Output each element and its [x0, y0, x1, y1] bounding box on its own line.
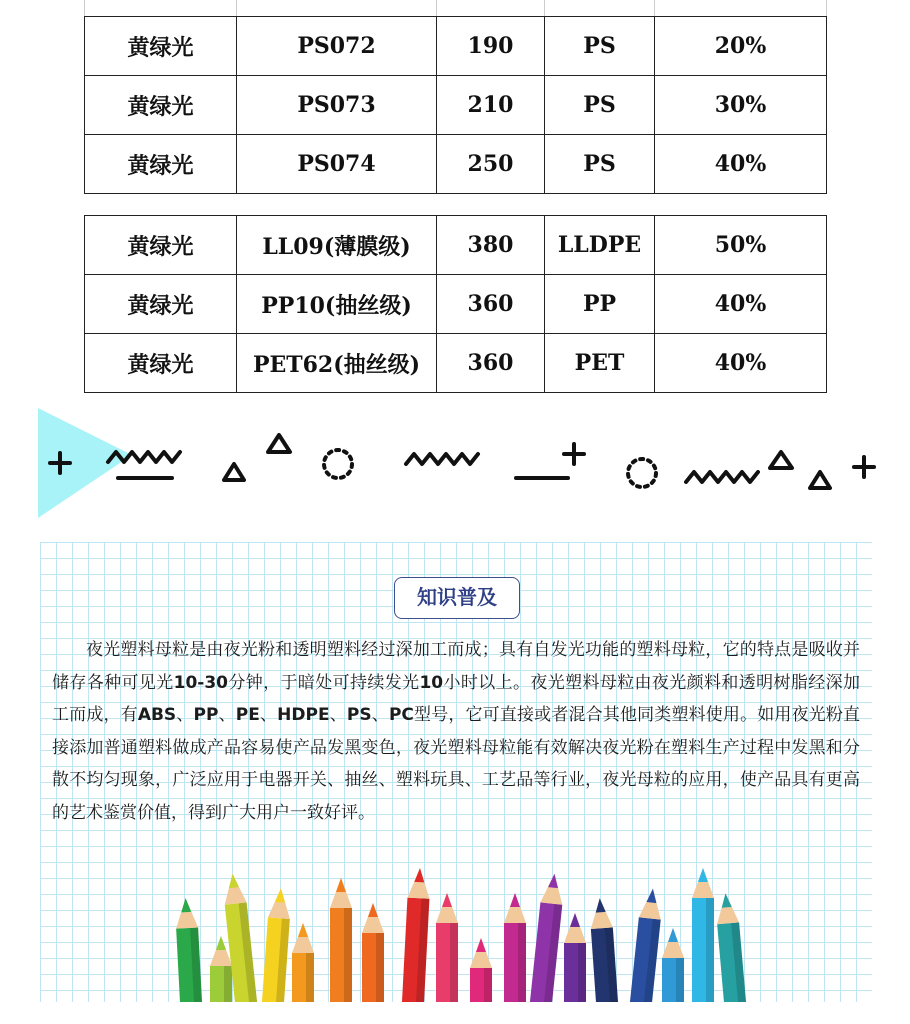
triangle-icon — [810, 472, 830, 488]
text-highlight: HDPE — [277, 705, 330, 725]
table-row — [85, 135, 827, 194]
triangle-icon — [224, 464, 244, 480]
product-table-ps — [84, 16, 827, 194]
text-segment: 夜光塑料母粒是由夜光粉和透明塑料经过深加工而成；具有自发光功能的塑料母粒，它的特点是吸收并储存各种可见光 — [52, 640, 860, 693]
cell-temp: 380 — [437, 216, 545, 275]
text-segment: 、 — [218, 705, 236, 725]
cell-color: 黄绿光 — [85, 275, 237, 334]
table-edge — [654, 0, 655, 16]
pencil-icon — [564, 913, 586, 1002]
table-row — [85, 334, 827, 393]
cell-color: 黄绿光 — [85, 76, 237, 135]
cell-material: PP — [545, 275, 655, 334]
table-row — [85, 275, 827, 334]
pencil-icon — [626, 887, 664, 1002]
pencil-icon — [589, 897, 621, 1002]
cell-temp: 360 — [437, 275, 545, 334]
cell-color: 黄绿光 — [85, 216, 237, 275]
cell-model: LL09(薄膜级) — [237, 216, 437, 275]
pencil-icon — [662, 928, 684, 1002]
pencil-icon — [330, 878, 352, 1002]
dotted-circle-icon — [324, 450, 352, 478]
text-segment: 、 — [259, 705, 278, 725]
text-segment: 、 — [329, 705, 347, 725]
text-highlight: PS — [346, 705, 372, 725]
pencil-icon — [504, 893, 526, 1002]
pencil-icon — [362, 903, 384, 1002]
pencil-icon — [292, 923, 314, 1002]
cell-material: PS — [545, 17, 655, 76]
table-row — [85, 17, 827, 76]
zigzag-icon — [686, 472, 758, 482]
table-edge — [544, 0, 545, 16]
pencil-icon — [260, 888, 292, 1002]
table-row — [85, 76, 827, 135]
pencil-icon — [175, 898, 204, 1002]
text-segment: 型号，它可直接或者混合其他同类塑料使用。如用夜光粉直接添加普通塑料做成产品容易使产品发黑变色，夜光塑料母粒能有效解决夜光粉在塑料生产过程中发黑和分散不均匀现象，广泛应用于电器开关、抽丝、塑料玩具、工艺品等行业，夜光母粒的应用，使产品具有更高的艺术鉴赏价值，得到广大用户一致好评。 — [52, 705, 861, 823]
cell-temp: 190 — [437, 17, 545, 76]
table-edge — [826, 0, 827, 16]
cell-color: 黄绿光 — [85, 334, 237, 393]
triangle-icon — [770, 452, 792, 468]
cell-ratio: 40% — [655, 135, 827, 194]
plus-icon — [564, 444, 584, 464]
zigzag-icon — [406, 454, 478, 464]
cell-temp: 360 — [437, 334, 545, 393]
cell-model: PET62(抽丝级) — [237, 334, 437, 393]
cell-color: 黄绿光 — [85, 17, 237, 76]
cell-material: PET — [545, 334, 655, 393]
text-highlight: PE — [235, 705, 260, 725]
cell-ratio: 40% — [655, 275, 827, 334]
table-row — [85, 216, 827, 275]
text-segment: 、 — [371, 705, 389, 725]
decorative-strip — [0, 400, 910, 525]
table-edge — [236, 0, 237, 16]
table-edge — [84, 0, 85, 16]
cell-material: LLDPE — [545, 216, 655, 275]
pencil-icon — [436, 893, 458, 1002]
product-table-fiber — [84, 215, 827, 393]
knowledge-panel — [40, 542, 872, 1002]
text-segment: 小时以上。夜光塑料母粒由夜光颜料和透明树脂经深加工而成，有 — [52, 672, 861, 725]
pencil-icon — [210, 936, 232, 1002]
pencil-icon — [470, 938, 492, 1002]
cell-temp: 250 — [437, 135, 545, 194]
cell-ratio: 50% — [655, 216, 827, 275]
text-segment: 分钟，于暗处可持续发光 — [227, 672, 420, 693]
cell-material: PS — [545, 76, 655, 135]
knowledge-paragraph — [52, 634, 860, 829]
cell-temp: 210 — [437, 76, 545, 135]
text-segment: 、 — [176, 705, 194, 725]
pencil-icon — [400, 868, 431, 1002]
text-highlight: PC — [388, 705, 414, 725]
text-highlight: 10-30 — [173, 672, 228, 693]
table-edge — [436, 0, 437, 16]
text-highlight: 10 — [419, 672, 444, 693]
pencil-icon — [526, 873, 565, 1002]
cell-material: PS — [545, 135, 655, 194]
cell-ratio: 20% — [655, 17, 827, 76]
cell-color: 黄绿光 — [85, 135, 237, 194]
pencil-icon — [715, 892, 750, 1002]
text-highlight: ABS — [137, 705, 177, 725]
plus-icon — [854, 457, 874, 477]
pencil-icon — [692, 868, 714, 1002]
cell-ratio: 40% — [655, 334, 827, 393]
knowledge-title: 知识普及 — [394, 577, 520, 619]
dotted-circle-icon — [628, 459, 656, 487]
colored-pencils-illustration — [40, 862, 872, 1002]
cell-ratio: 30% — [655, 76, 827, 135]
triangle-icon — [268, 435, 290, 452]
cell-model: PS074 — [237, 135, 437, 194]
text-highlight: PP — [193, 705, 219, 725]
cell-model: PS072 — [237, 17, 437, 76]
cell-model: PP10(抽丝级) — [237, 275, 437, 334]
cell-model: PS073 — [237, 76, 437, 135]
